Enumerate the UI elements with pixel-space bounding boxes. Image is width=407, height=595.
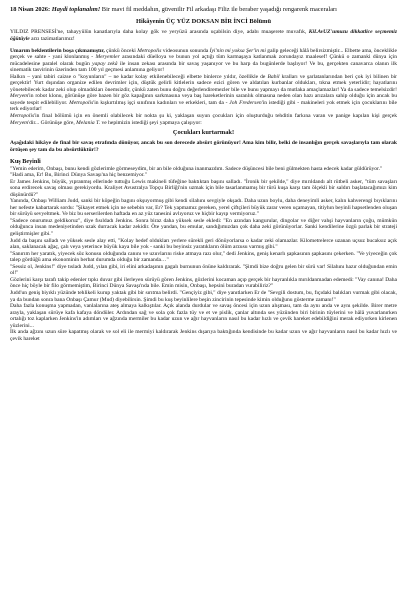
story-paragraph: Er James Jenkins, büyük, yıpranmış ellerinde tuttuğu Lewis makineli tüfeğine baktıktan başını salladı. "İronik bir şekilde," diye mırıldandı alt rütbeli asker, "tüm savaşları sona erdirecek savaş olması gerekiyordu. Kraliyet Avustralya Topçu Birliği'nin uzmak için bile tasarlanmamış bir türü kuşa karşı tam ölçekli bir saldırı başlatacağımızı kim düşünürdü?" (10, 178, 397, 198)
paragraph-4: Metropolis'in final bölümü için en önemli olabilecek bir nokta şu ki, yaklaşan suyun çocukları için oluşturduğu tehditin farkına varan ve panige kapılan kişi gerçek Meryem'dir... Görünüşe göre, Melania T. ve hepimizin istediği şeyi yapmaya çalışıyor: (10, 112, 397, 126)
story-paragraph: "Sessiz ol, Jenkins!" diye tısladı Judd, yılan gibi, iri elini arkadaşının gagalı burnunun önüne kaldırarak. "Şimdi bize doğru gelen bir sürü var! Silahını hazır olduğundan emin ol!" (10, 263, 397, 277)
header-date: 18 Nisan 2026: (10, 6, 51, 13)
section-heading: Kuş Beyinli (10, 158, 41, 166)
header-tagline: Haydi toplanalım! (51, 6, 101, 13)
paragraph-2: Umarım beklentilerin boşa çıkmamıştır, çünkü önceki Metropolis videosunun sonunda İyi'nin mi yoksa Şer'in mi galip geleceği hâlâ belirsizmiştir... Elbette ama, önceklikle gerçek ve sahte - yani klonlanmış - Meryemler arasındaki düelloya ve bunun yol açtığı tüm karmaşaya katlanmak zorundayız maalesef! Çünkü o zamanki dünya için mücadelesine paralel olarak bugün yapay zekâ ile insan zekası arasında bir savaş yaşanıyor ve bu harp da bugünlerde başlıyor! Ve bu, gerçekten canavarca olanın ilk sinematik tasvirinin üzerinden tam 100 yıl geçmesi anlamına geliyor! (10, 47, 397, 74)
header-rest: Bir mavi fil meddahın, güvenilir Fil arkadaşı Filiz ile beraber yaşadığı rengarenk maceraları (100, 6, 337, 13)
story-paragraph: "Yemin ederim, Onbaşı, bunu kendi gözlerimle görmeseydim, bir an bile olduğuna inanmazdım. Sadece düşüncesi bile beni gülmekten hasta edecek kadar güldürüyor." (10, 165, 383, 172)
story-paragraph: Gözlerini karşı tarafı takip edenler tıpkı duvar gibi ilerleyen sürüyü gören Jenkins, gözlerini kocaman açıp gerçek bir hayranlıkla mırıldanmadan edemedi: "Vay canına! Daha önce hiç böyle bir filo görmemiştim, Birinci Dünya Savaşı'nda bile. Emin misin, Onbaşı, hepsini buradan vurabiliriz?" (10, 276, 397, 290)
story-paragraph: "Sadece onurumuz geldikoruz", diye fısıldadı Jenkins. Sonra biraz daha yüksek sesle ekledi: "En azından kangurular, dingolar ve diğer vahşi hayvanların çoğu, mümkün olduğunca insan medeniyetinden uzak durracak kadar zekidir. Öte yandan, bu emular, sandığımızdan çok daha zeki görünüyorlar. Sanki kendilerine özgü parlak bir strateji geliştirmişler gibi." (10, 217, 397, 238)
story-paragraph: Judd da başını salladı ve yüksek sesle alay etti, "Kolay hedef oldukları yerlere sürekli geri dönüyorlarsa o kadar zeki olamazlar. Kilometrelerce uzanan uçsuz bucaksız açık alan, saklanacak ağaç, çalı veya yeterince büyük kaya bile yok - sanki bu beyinsiz yaratıkların ölüm arzusu varmış gibi." (10, 237, 397, 251)
paragraph-1: YILDIZ PRENSESİ'ne, tahayyülün kanatlarıyla daha kolay gök ve yeryüzü arasında uçabilsin diye, adabı muaşerete muvafık, KiLAvUZ'umuzu dikkatlice seçmemiz öğütüyle arzı tazimatlarımız! (10, 29, 397, 42)
story-paragraph: Daha fazla konuşma yapmadan, vanlalarına ateş almaya kalkıştılar. Açık alanda durdular ve savaş öncesi için uzun alışması, tam da aynı anda ve aynı şekilde. Birer metre arayla, yaklaşan sürüye kafa kafaya döndüler. Ardından sağ ve sola çok fazla tüy ve et ve pislik, çanlar altında ses yüzünden biri birinin tüylerini ve hâlâ yuvarlanırken ortalığı toz kaplarken Jenkins'in adımları ve ağzında mermiler bu kadar uzun ve ağır hayvanların nasıl bu kadar hızlı ve çevik hareket edebildiğini merak ediyorken kirlenen yüzlerini... (10, 303, 397, 329)
children-saved-heading: Çocukları kurtarmak! (172, 129, 235, 137)
intro-header (10, 6, 397, 13)
story-tail: İlk anda ağzını uzun süre kapatmış olarak ve sol eli ile mermiyi kaldırarak Jenkins dışarıya baktığında kendisinde bu kadar uzun ve ağır hayvanların nasıl bu kadar hızlı ve çevik hareket (10, 329, 397, 342)
paragraph-3: Halkın – yani tabiri caizse o "koyunların" – ne kadar kolay etkilenebileceği elbette binlerce yıldır, özellikle de Babil kralları ve şarlatanlarından beri çok iyi bilinen bir gerçektir! Yurt dışından organize edilen devrimler için, düştük gelirli kitlelerin sadece ezici gören ve aldatılan kurbanlar oldukları, tıkna etmek yeterlidir; hayatlarını yönetebilecek kadar zeki olup olmadıkları önemsizdir, çünkü zaten bunu doğru değerlendiremezler bile ve bunu yapmayı da mutlaka amaçlamazlar! Ya da sadece temelsizdir! Meryem'in robot klonu, görünüşe göre bazen bir göz kapağının sarkmasına veya baş hareketlerinin saranlık olmasına neden olan hazı arızalara sahip olduğu için ancak bu sayede tespit edilebiliyor. Metropolis'in kışkırtılmış işçi sınıfının kadınları ve erkekleri, tam da - Joh Fredersen'in istediği gibi - makineleri yok etmek için çocuklarını bile terk ediyorlar! (10, 73, 398, 113)
episode-title: Hikâyenin ÜÇ YÜZ DOKSAN BİR İNCİ Bölümü (135, 18, 272, 26)
paragraph-5: Aşağıdaki hikâye de final bir savaş etrafında dönüyor, ancak bu son derecede absürt görünüyor! Ama kim bilir, belki de insanlığın gerçek savaşlarıyla tam olarak örtüşen şey tam da bu absürtlüktür!? (10, 140, 397, 153)
story-paragraph: "Sanırım her yaratık, yiyecek söz konusu olduğunda canını ve uzuvlarını riske atmaya razı olur," dedi Jenkins, geniş kenarlı şapkasının şapkasını çekerken. "Ve yiyeceğin çok talep gördüğü ama ekonominin berbat durumda olduğu bir zamanda…" (10, 250, 397, 264)
story-paragraph: "Hadi ama, Er! Bu, Birinci Dünya Savaşı'na hiç benzemiyor." (10, 172, 147, 179)
story-paragraph: Judd'un geniş biyıklı yüzünde tehlikeli kurup yaktak gibi bir sırıtma belirdi. "Gençiyiz gibi," diye yanıtlarken Er de "Sevgili dostum, bu, fıçıdaki balıkları vurmak gibi olacak, ya da bundan sonra bana Onbaşı Çamur (Mud) diyebilirsin. Şimdi bu kuş beyinlilere beşin zincirinin tepesinde kimin olduğunu gösterme zamanı!" (10, 289, 397, 303)
story-paragraph: Yanında, Onbaşı William Judd, sanki bir köpeğin bagını okşuyormuş gibi kendi silahını sevgiyle okşadı. Daha uzun boylu, daha deneyimli asker, kalın kahverengi bıyıklarını her nefeste kabartarak sordu: "Şikayet etmek için ne sebebin var, Er? Tek yapmamız gereken, yerel çiftçileri büyük zarar veren uçamayan, titiyhın beyinli hapsetlenden oluşan bir sürüyü sevyeltmek. Ve biz bu serserilerden haftada en az yüz tanesini avlıyoruz ve hiçbir kayıp vermiyoruz." (10, 198, 397, 218)
